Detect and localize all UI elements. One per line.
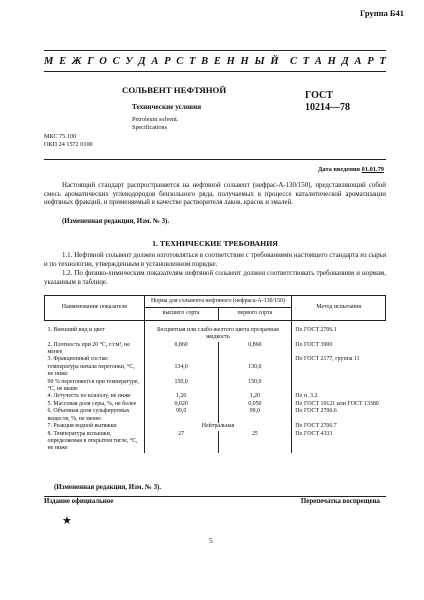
col-header-high-grade: высшего сорта — [144, 308, 218, 320]
table-amendment: (Измененная редакция, Изм. № 3). — [54, 484, 162, 491]
col-header-name: Наименование показателя — [45, 296, 145, 321]
norm-high-grade: 99,0 — [144, 408, 218, 423]
banner-letter: Т — [379, 56, 386, 67]
norm-first-grade: 130,0 — [218, 364, 292, 379]
footer-rule — [44, 496, 386, 497]
banner-letter: Р — [367, 56, 374, 67]
norm-high-grade: 0,860 — [144, 342, 218, 357]
table-row — [45, 423, 386, 430]
norm-high-grade — [144, 356, 218, 363]
okp-code: ОКП 24 1572 0100 — [44, 141, 93, 148]
test-method: По ГОСТ 2177, группа 11 — [295, 356, 360, 363]
banner-letter: Н — [327, 56, 336, 67]
indicator-name: 90 % перегоняется при температуре, °С, не выше — [45, 379, 145, 394]
norm-first-grade: 0,050 — [218, 401, 292, 408]
indicator-name: температура начала перегонки, °С, не ниже — [45, 364, 145, 379]
date-rule — [44, 159, 386, 160]
page-number: 5 — [209, 536, 213, 545]
table-row — [45, 408, 386, 423]
indicator-name: 8. Температура вспышки, определяемая в открытом тигле, °С, не ниже — [45, 431, 145, 453]
date-value: 01.01.79 — [361, 166, 384, 173]
doc-subtitle: Технические условия — [132, 103, 202, 111]
norm-high-grade: 134,0 — [144, 364, 218, 379]
doc-title: СОЛЬВЕНТ НЕФТЯНОЙ — [122, 85, 227, 95]
banner-bottom-rule — [44, 71, 386, 72]
gost-number — [305, 90, 350, 114]
spec-table — [44, 295, 386, 453]
table-row — [45, 342, 386, 357]
banner-letter: Ж — [71, 56, 82, 67]
table-row — [45, 379, 386, 394]
effective-date — [318, 166, 384, 173]
table-row — [45, 364, 386, 379]
indicator-name: 1. Внешний вид и цвет — [45, 320, 145, 341]
banner-letter: Й — [270, 56, 279, 67]
gost-code: 10214—78 — [305, 102, 350, 113]
mks-code: МКС 75.100 — [44, 133, 77, 140]
reprint-notice: Перепечатка воспрещена — [300, 498, 380, 505]
test-method — [292, 364, 386, 379]
intro-paragraph: Настоящий стандарт распространяется на нефтяной сольвент (нефрас-А-130/150), представляющий собой смесь ароматических углеводородов бензольного ряда, получаемых в процессе каталитической ароматизации нефтяных фракций, и применяемый в качестве растворителя лаков, красок и эмалей. — [44, 182, 386, 207]
banner-letter: С — [290, 56, 298, 67]
classification-codes — [44, 133, 93, 149]
norm-high-grade: 27 — [144, 431, 218, 453]
english-title-line2: Specifications — [132, 124, 168, 131]
col-header-first-grade: первого сорта — [218, 308, 292, 320]
banner-letter: Е — [59, 56, 67, 67]
banner-letter: А — [314, 56, 322, 67]
indicator-name: 2. Плотность при 20 °С, г/см³, не менее — [45, 342, 145, 357]
banner-letter: Т — [188, 56, 196, 67]
group-code: Группа Б41 — [359, 8, 404, 18]
test-method: По п. 3.2 — [295, 393, 318, 400]
table-row — [45, 356, 386, 363]
english-title-line1: Petroleum solvent. — [132, 116, 179, 123]
table-row — [45, 431, 386, 453]
banner-letter: В — [201, 56, 209, 67]
col-header-norm: Норма для сольвента нефтяного (нефраса-А-130/150) — [144, 296, 292, 308]
indicator-name: 4. Летучесть по ксилолу, не ниже — [45, 393, 145, 400]
test-method: По ГОСТ 4333 — [295, 430, 333, 437]
banner-letter: У — [125, 56, 133, 67]
clause-1-2: 1.2. По физико-химическим показателям нефтяной сольвент должен соответствовать требованиям и нормам, указанным в таблице. — [44, 270, 386, 286]
test-method — [292, 379, 386, 394]
test-method: По ГОСТ 2706.7 — [295, 423, 337, 430]
english-title — [132, 116, 178, 132]
banner-letter: С — [112, 56, 120, 67]
official-edition: Издание официальное — [44, 498, 114, 505]
indicator-name: 5. Массовая доля серы, %, не более — [45, 401, 145, 408]
banner-letter: С — [176, 56, 184, 67]
banner-letter: Н — [226, 56, 235, 67]
norm-high-grade: 0,020 — [144, 401, 218, 408]
date-label: Дата введения — [318, 166, 362, 173]
clause-1-1: 1.1. Нефтяной сольвент должен изготовляться в соответствии с требованиями настоящего стандарта из сырья и по технологии, утвержденным в установленном порядке. — [44, 252, 386, 268]
norm-merged: Нейтральная — [144, 423, 292, 430]
indicator-name: 6. Объемная доля сульфируемых веществ, %, не менее — [45, 408, 145, 423]
col-header-method: Метод испытания — [292, 296, 386, 321]
banner-letter: Д — [138, 56, 146, 67]
table-row — [45, 393, 386, 400]
banner-letter: Ы — [254, 56, 265, 67]
norm-first-grade: 150,0 — [218, 379, 292, 394]
norm-first-grade: 1,20 — [218, 393, 292, 400]
star-icon: ★ — [62, 515, 72, 527]
banner-top-rule — [44, 50, 386, 51]
norm-first-grade: 25 — [218, 431, 292, 453]
norm-first-grade: 99,0 — [218, 408, 292, 423]
test-method: По ГОСТ 2706.6 — [295, 408, 337, 415]
norm-merged: Бесцветная или слабо-желтого цвета прозрачная жидкость — [144, 320, 292, 341]
banner-letter: Д — [341, 56, 349, 67]
banner-letter: Г — [87, 56, 94, 67]
indicator-name: 7. Реакция водной вытяжки — [45, 423, 145, 430]
norm-high-grade: 150,0 — [144, 379, 218, 394]
banner-letter: Е — [213, 56, 221, 67]
section-heading: 1. ТЕХНИЧЕСКИЕ ТРЕБОВАНИЯ — [152, 239, 278, 248]
norm-high-grade: 1,20 — [144, 393, 218, 400]
table-row — [45, 320, 386, 341]
banner-letter: А — [151, 56, 159, 67]
banner-letter: Т — [302, 56, 310, 67]
intro-amendment: (Измененная редакция, Изм. № 3). — [62, 218, 170, 225]
norm-first-grade: 0,860 — [218, 342, 292, 357]
test-method: По ГОСТ 3900 — [295, 341, 333, 348]
banner-letter: Н — [240, 56, 249, 67]
banner-letter: А — [354, 56, 362, 67]
banner-letter: М — [44, 56, 54, 67]
banner-letter: О — [99, 56, 107, 67]
gost-label: ГОСТ — [305, 90, 333, 101]
indicator-name: 3. Фракционный состав: — [45, 356, 145, 363]
banner-letter: Р — [164, 56, 171, 67]
norm-first-grade — [218, 356, 292, 363]
standard-banner — [44, 56, 386, 67]
test-method: По ГОСТ 2706.1 — [295, 326, 337, 333]
test-method: По ГОСТ 19121 или ГОСТ 13380 — [295, 400, 379, 407]
